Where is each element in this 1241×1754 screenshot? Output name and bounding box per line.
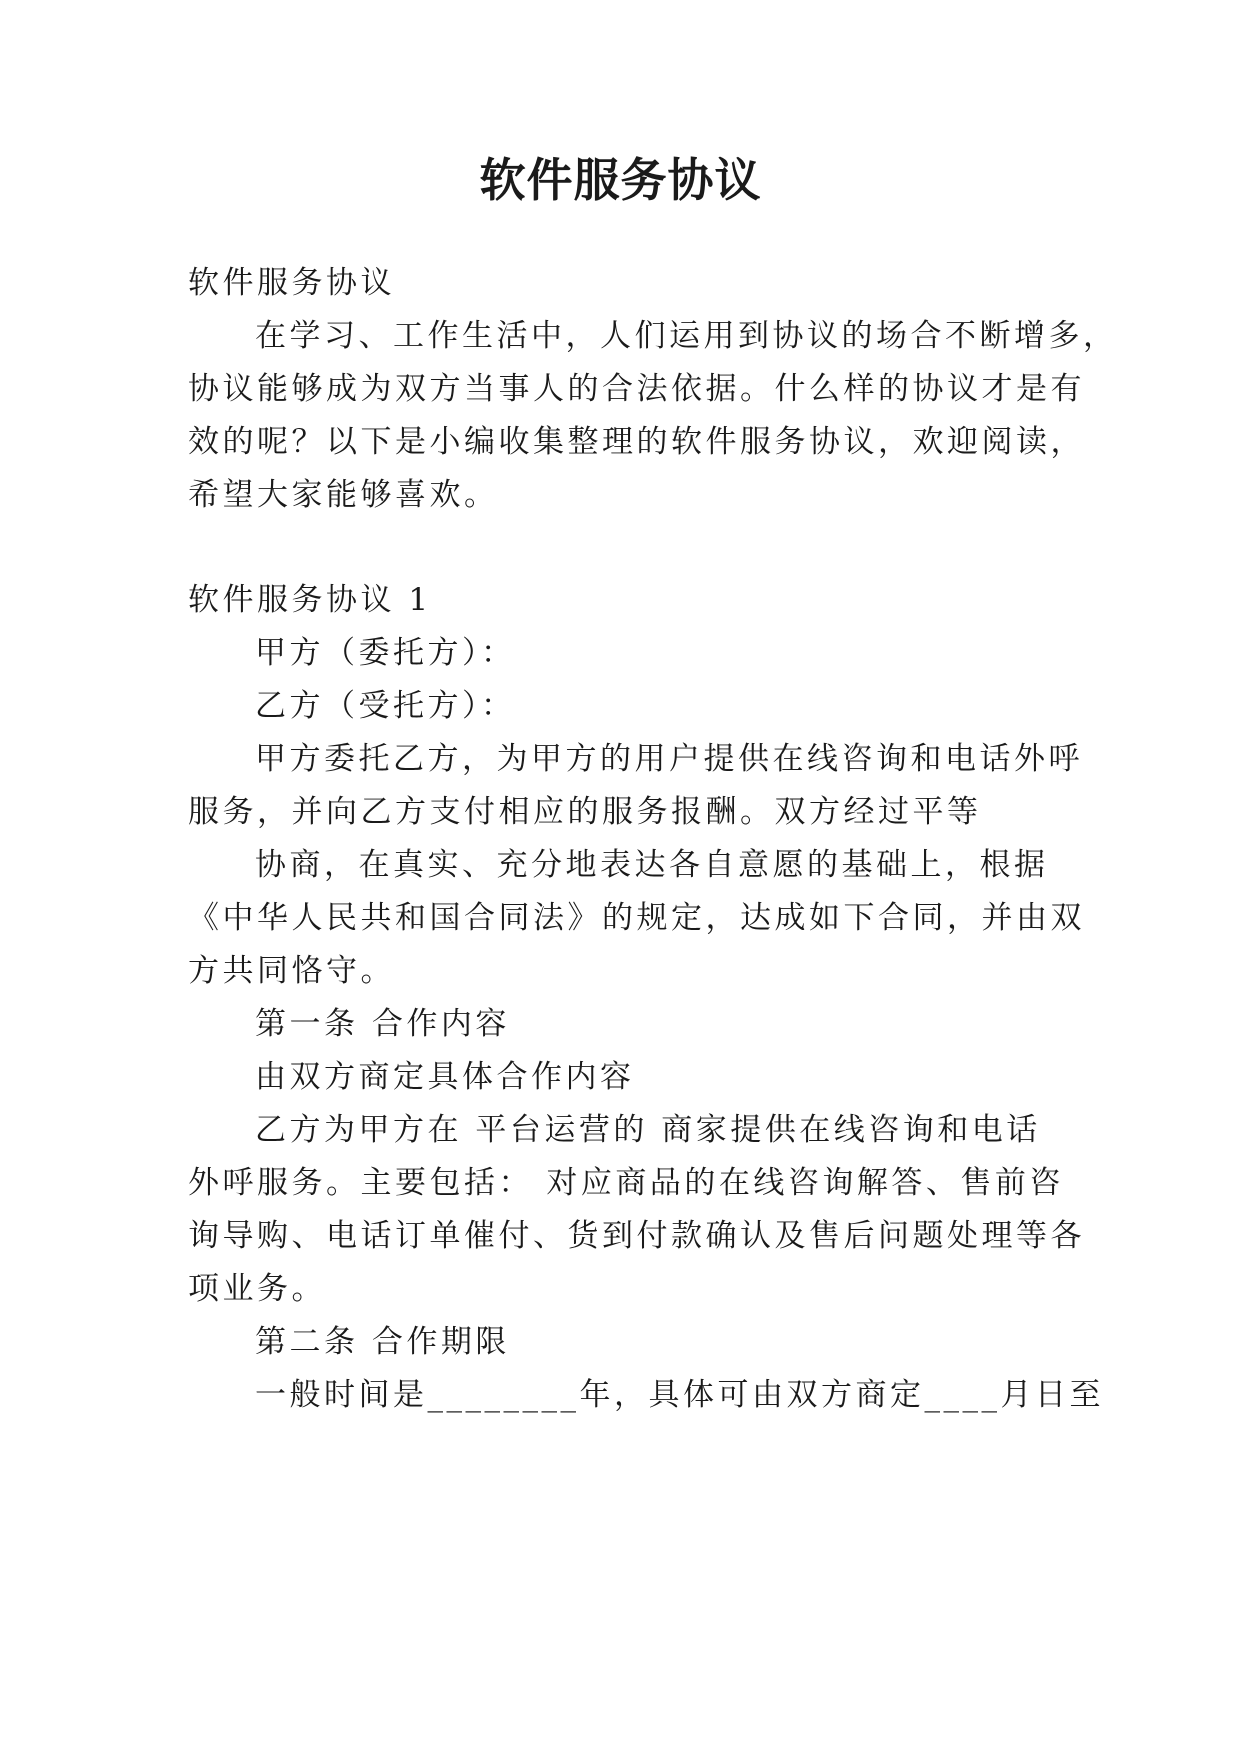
article-1-line: 项业务。 [188,1271,326,1307]
article-1-line: 询导购、电话订单催付、货到付款确认及售后问题处理等各 [188,1218,1085,1254]
section-heading: 软件服务协议 [188,265,395,301]
article-2-heading: 第二条 合作期限 [255,1324,510,1360]
intro-paragraph-line: 在学习、工作生活中，人们运用到协议的场合不断增多， [255,318,1118,354]
document-title: 软件服务协议 [479,153,762,207]
party-b-line: 乙方（受托方）： [255,688,516,724]
intro-paragraph-line: 效的呢？以下是小编收集整理的软件服务协议，欢迎阅读， [188,424,1085,460]
article-1-line: 乙方为甲方在 平台运营的 商家提供在线咨询和电话 [255,1112,1041,1148]
body-paragraph-line: 方共同恪守。 [188,953,395,989]
intro-paragraph-line: 希望大家能够喜欢。 [188,477,499,513]
body-paragraph-line: 甲方委托乙方，为甲方的用户提供在线咨询和电话外呼 [255,741,1083,777]
body-paragraph-line: 《中华人民共和国合同法》的规定，达成如下合同，并由双 [188,900,1085,936]
body-paragraph-line: 协商，在真实、充分地表达各自意愿的基础上，根据 [255,847,1049,883]
article-2-line: 一般时间是________年，具体可由双方商定____月日至 [255,1377,1104,1413]
intro-paragraph-line: 协议能够成为双方当事人的合法依据。什么样的协议才是有 [188,371,1085,407]
article-1-heading: 第一条 合作内容 [255,1006,510,1042]
article-1-line: 外呼服务。主要包括： 对应商品的在线咨询解答、售前咨 [188,1165,1064,1201]
agreement-heading: 软件服务协议 1 [188,582,432,618]
article-1-line: 由双方商定具体合作内容 [255,1059,635,1095]
party-a-line: 甲方（委托方）： [255,635,516,671]
body-paragraph-line: 服务，并向乙方支付相应的服务报酬。双方经过平等 [188,794,982,830]
